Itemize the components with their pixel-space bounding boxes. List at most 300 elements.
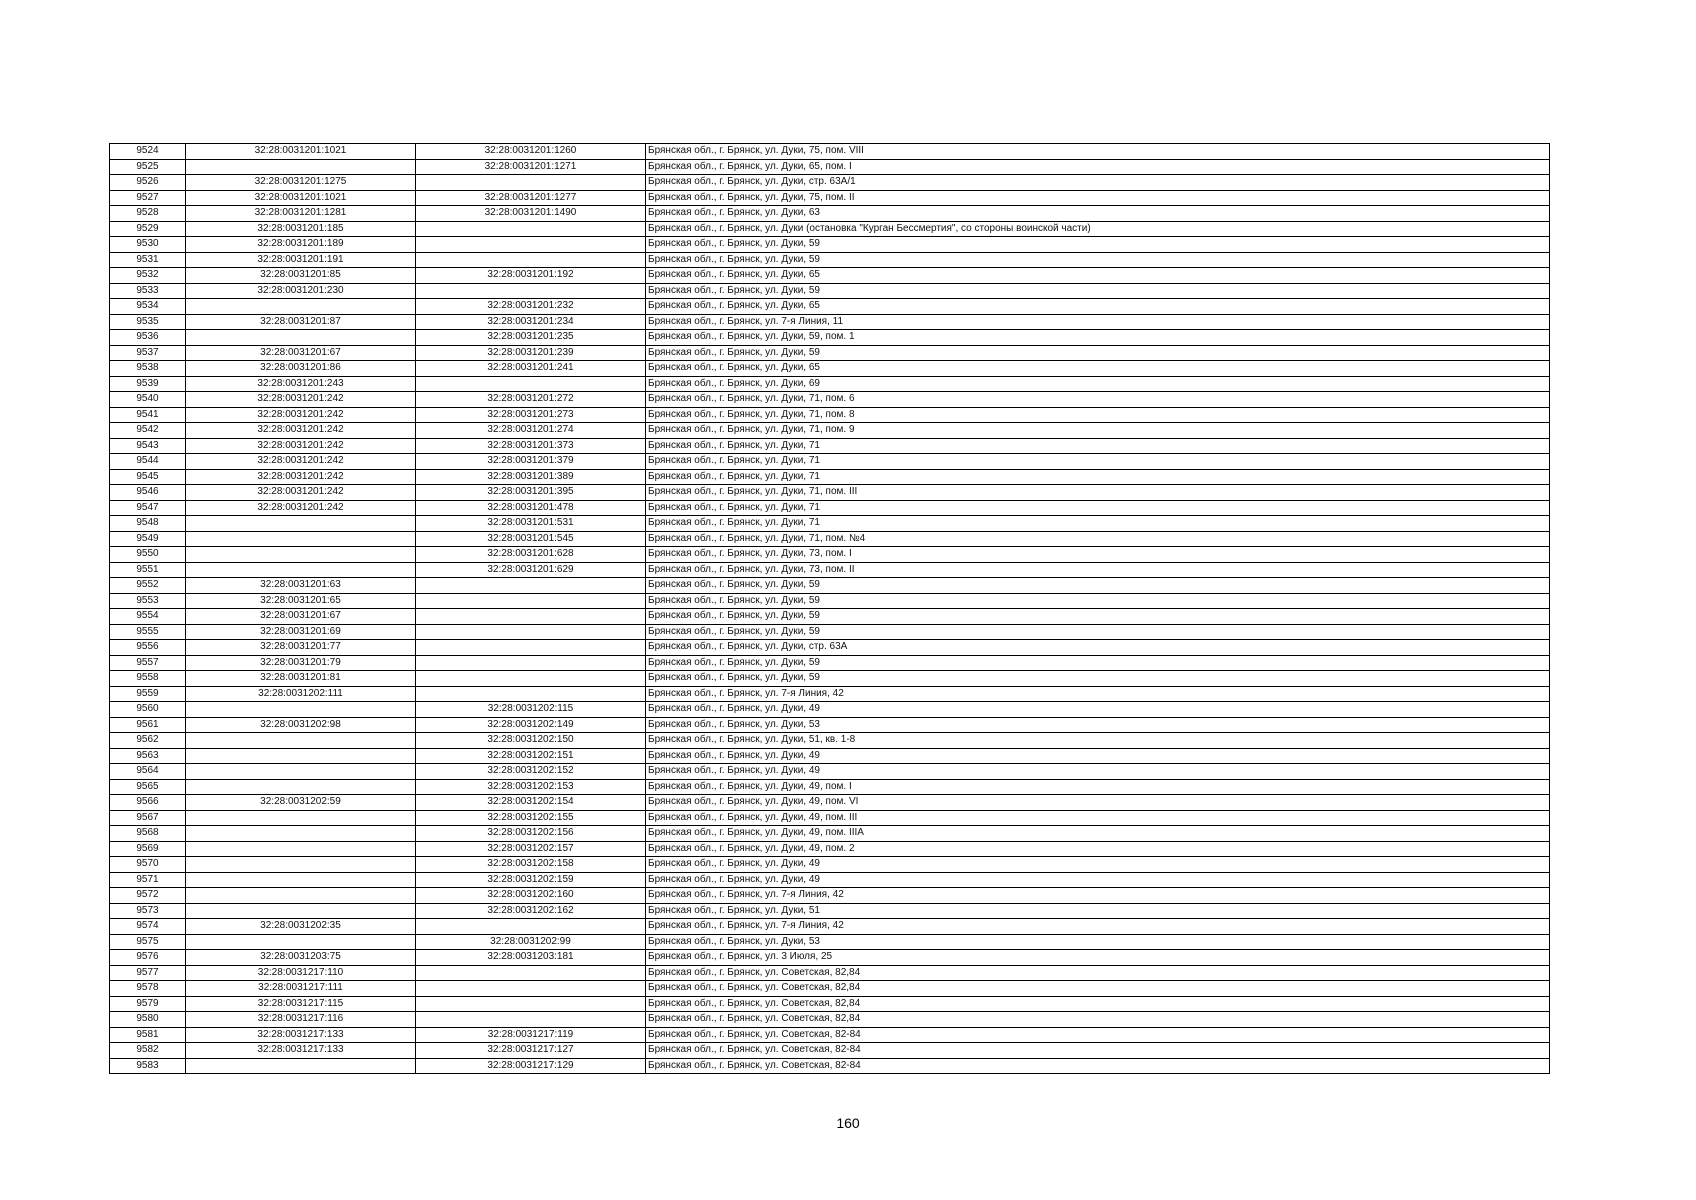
cadastral-number-cell: 32:28:0031202:157 (416, 841, 646, 857)
cadastral-number-cell (416, 237, 646, 253)
row-number-cell: 9576 (110, 950, 186, 966)
parent-cadastral-number-cell: 32:28:0031201:242 (186, 500, 416, 516)
row-number-cell: 9537 (110, 345, 186, 361)
table-row (110, 330, 1550, 346)
address-cell: Брянская обл., г. Брянск, ул. Дуки, 65 (646, 268, 1550, 284)
cadastral-number-cell: 32:28:0031201:389 (416, 469, 646, 485)
address-cell: Брянская обл., г. Брянск, ул. Дуки, 71, пом. 9 (646, 423, 1550, 439)
table-row (110, 1027, 1550, 1043)
parent-cadastral-number-cell (186, 810, 416, 826)
parent-cadastral-number-cell: 32:28:0031201:242 (186, 423, 416, 439)
parent-cadastral-number-cell: 32:28:0031201:189 (186, 237, 416, 253)
table-row (110, 345, 1550, 361)
parent-cadastral-number-cell: 32:28:0031201:242 (186, 454, 416, 470)
row-number-cell: 9524 (110, 144, 186, 160)
cadastral-number-cell: 32:28:0031201:545 (416, 531, 646, 547)
row-number-cell: 9574 (110, 919, 186, 935)
address-cell: Брянская обл., г. Брянск, ул. Дуки, 49 (646, 857, 1550, 873)
cadastral-number-cell: 32:28:0031201:192 (416, 268, 646, 284)
parent-cadastral-number-cell: 32:28:0031202:59 (186, 795, 416, 811)
parent-cadastral-number-cell: 32:28:0031201:185 (186, 221, 416, 237)
cadastral-number-cell: 32:28:0031201:531 (416, 516, 646, 532)
parent-cadastral-number-cell: 32:28:0031201:242 (186, 407, 416, 423)
row-number-cell: 9559 (110, 686, 186, 702)
row-number-cell: 9546 (110, 485, 186, 501)
row-number-cell: 9558 (110, 671, 186, 687)
parent-cadastral-number-cell: 32:28:0031201:67 (186, 609, 416, 625)
row-number-cell: 9554 (110, 609, 186, 625)
cadastral-number-cell (416, 252, 646, 268)
cadastral-number-cell (416, 981, 646, 997)
parent-cadastral-number-cell (186, 547, 416, 563)
table-row (110, 547, 1550, 563)
table-row (110, 268, 1550, 284)
table-row (110, 1012, 1550, 1028)
cadastral-number-cell: 32:28:0031201:373 (416, 438, 646, 454)
cadastral-number-cell: 32:28:0031202:152 (416, 764, 646, 780)
cadastral-number-cell: 32:28:0031202:99 (416, 934, 646, 950)
table-row (110, 485, 1550, 501)
address-cell: Брянская обл., г. Брянск, ул. Дуки (остановка "Курган Бессмертия", со стороны воинской части) (646, 221, 1550, 237)
cadastral-number-cell: 32:28:0031202:153 (416, 779, 646, 795)
address-cell: Брянская обл., г. Брянск, ул. 7-я Линия, 11 (646, 314, 1550, 330)
parent-cadastral-number-cell: 32:28:0031201:67 (186, 345, 416, 361)
address-cell: Брянская обл., г. Брянск, ул. Дуки, 53 (646, 934, 1550, 950)
parent-cadastral-number-cell (186, 779, 416, 795)
address-cell: Брянская обл., г. Брянск, ул. Дуки, 59 (646, 237, 1550, 253)
cadastral-number-cell (416, 578, 646, 594)
row-number-cell: 9553 (110, 593, 186, 609)
table-row (110, 237, 1550, 253)
table-row (110, 299, 1550, 315)
parent-cadastral-number-cell (186, 841, 416, 857)
row-number-cell: 9536 (110, 330, 186, 346)
row-number-cell: 9526 (110, 175, 186, 191)
address-cell: Брянская обл., г. Брянск, ул. Дуки, 65 (646, 361, 1550, 377)
parent-cadastral-number-cell (186, 748, 416, 764)
table-row (110, 655, 1550, 671)
table-row (110, 934, 1550, 950)
page-number: 160 (836, 1115, 860, 1131)
address-cell: Брянская обл., г. Брянск, ул. Дуки, 49, пом. III (646, 810, 1550, 826)
parent-cadastral-number-cell (186, 826, 416, 842)
table-row (110, 872, 1550, 888)
address-cell: Брянская обл., г. Брянск, ул. Дуки, 71 (646, 469, 1550, 485)
cadastral-number-cell: 32:28:0031201:395 (416, 485, 646, 501)
table-row (110, 717, 1550, 733)
row-number-cell: 9547 (110, 500, 186, 516)
table-row (110, 965, 1550, 981)
address-cell: Брянская обл., г. Брянск, ул. Дуки, 59 (646, 593, 1550, 609)
row-number-cell: 9538 (110, 361, 186, 377)
row-number-cell: 9569 (110, 841, 186, 857)
address-cell: Брянская обл., г. Брянск, ул. Дуки, 59 (646, 345, 1550, 361)
parent-cadastral-number-cell: 32:28:0031201:1021 (186, 190, 416, 206)
row-number-cell: 9566 (110, 795, 186, 811)
cadastral-number-cell: 32:28:0031201:272 (416, 392, 646, 408)
address-cell: Брянская обл., г. Брянск, ул. Дуки, 73, пом. I (646, 547, 1550, 563)
address-cell: Брянская обл., г. Брянск, ул. Дуки, 59 (646, 671, 1550, 687)
address-cell: Брянская обл., г. Брянск, ул. Советская, 82,84 (646, 981, 1550, 997)
address-cell: Брянская обл., г. Брянск, ул. Дуки, 73, пом. II (646, 562, 1550, 578)
table-row (110, 144, 1550, 160)
parent-cadastral-number-cell: 32:28:0031201:81 (186, 671, 416, 687)
address-cell: Брянская обл., г. Брянск, ул. Дуки, 59 (646, 252, 1550, 268)
cadastral-number-cell: 32:28:0031201:241 (416, 361, 646, 377)
address-cell: Брянская обл., г. Брянск, ул. Дуки, 49, пом. VI (646, 795, 1550, 811)
row-number-cell: 9568 (110, 826, 186, 842)
table-row (110, 981, 1550, 997)
registry-table (109, 143, 1550, 1074)
row-number-cell: 9542 (110, 423, 186, 439)
table-row (110, 516, 1550, 532)
table-row (110, 748, 1550, 764)
table-row (110, 888, 1550, 904)
row-number-cell: 9572 (110, 888, 186, 904)
parent-cadastral-number-cell (186, 299, 416, 315)
parent-cadastral-number-cell: 32:28:0031202:111 (186, 686, 416, 702)
cadastral-number-cell (416, 376, 646, 392)
cadastral-number-cell (416, 655, 646, 671)
cadastral-number-cell: 32:28:0031201:232 (416, 299, 646, 315)
table-row (110, 826, 1550, 842)
table-row (110, 795, 1550, 811)
table-row (110, 438, 1550, 454)
parent-cadastral-number-cell: 32:28:0031201:63 (186, 578, 416, 594)
table-row (110, 671, 1550, 687)
cadastral-number-cell: 32:28:0031201:273 (416, 407, 646, 423)
table-row (110, 1058, 1550, 1074)
row-number-cell: 9528 (110, 206, 186, 222)
row-number-cell: 9562 (110, 733, 186, 749)
address-cell: Брянская обл., г. Брянск, ул. Дуки, 59 (646, 609, 1550, 625)
table-row (110, 283, 1550, 299)
row-number-cell: 9549 (110, 531, 186, 547)
row-number-cell: 9571 (110, 872, 186, 888)
parent-cadastral-number-cell: 32:28:0031201:242 (186, 469, 416, 485)
cadastral-number-cell: 32:28:0031217:119 (416, 1027, 646, 1043)
address-cell: Брянская обл., г. Брянск, ул. Советская, 82,84 (646, 965, 1550, 981)
parent-cadastral-number-cell (186, 159, 416, 175)
table-row (110, 903, 1550, 919)
parent-cadastral-number-cell: 32:28:0031201:242 (186, 438, 416, 454)
cadastral-number-cell (416, 640, 646, 656)
cadastral-number-cell (416, 1012, 646, 1028)
cadastral-number-cell: 32:28:0031201:628 (416, 547, 646, 563)
row-number-cell: 9529 (110, 221, 186, 237)
table-row (110, 206, 1550, 222)
address-cell: Брянская обл., г. Брянск, ул. Дуки, 49 (646, 702, 1550, 718)
table-row (110, 531, 1550, 547)
row-number-cell: 9564 (110, 764, 186, 780)
cadastral-number-cell: 32:28:0031202:151 (416, 748, 646, 764)
address-cell: Брянская обл., г. Брянск, ул. 7-я Линия, 42 (646, 919, 1550, 935)
parent-cadastral-number-cell (186, 562, 416, 578)
address-cell: Брянская обл., г. Брянск, ул. Дуки, 59, пом. 1 (646, 330, 1550, 346)
parent-cadastral-number-cell (186, 764, 416, 780)
parent-cadastral-number-cell: 32:28:0031203:75 (186, 950, 416, 966)
cadastral-number-cell: 32:28:0031201:1271 (416, 159, 646, 175)
parent-cadastral-number-cell (186, 1058, 416, 1074)
row-number-cell: 9561 (110, 717, 186, 733)
table-row (110, 562, 1550, 578)
address-cell: Брянская обл., г. Брянск, ул. Дуки, 75, пом. II (646, 190, 1550, 206)
cadastral-number-cell: 32:28:0031202:160 (416, 888, 646, 904)
row-number-cell: 9525 (110, 159, 186, 175)
address-cell: Брянская обл., г. Брянск, ул. Советская, 82,84 (646, 1012, 1550, 1028)
cadastral-number-cell: 32:28:0031202:149 (416, 717, 646, 733)
table-row (110, 361, 1550, 377)
row-number-cell: 9527 (110, 190, 186, 206)
table-row (110, 733, 1550, 749)
table-row (110, 841, 1550, 857)
address-cell: Брянская обл., г. Брянск, ул. Советская, 82-84 (646, 1043, 1550, 1059)
parent-cadastral-number-cell: 32:28:0031201:1021 (186, 144, 416, 160)
row-number-cell: 9563 (110, 748, 186, 764)
table-row (110, 779, 1550, 795)
registry-table-body (110, 144, 1550, 1074)
row-number-cell: 9575 (110, 934, 186, 950)
row-number-cell: 9530 (110, 237, 186, 253)
row-number-cell: 9565 (110, 779, 186, 795)
address-cell: Брянская обл., г. Брянск, ул. Дуки, стр. 63А/1 (646, 175, 1550, 191)
address-cell: Брянская обл., г. Брянск, ул. Дуки, стр. 63А (646, 640, 1550, 656)
row-number-cell: 9579 (110, 996, 186, 1012)
table-row (110, 376, 1550, 392)
address-cell: Брянская обл., г. Брянск, ул. Дуки, 49, пом. 2 (646, 841, 1550, 857)
address-cell: Брянская обл., г. Брянск, ул. Дуки, 63 (646, 206, 1550, 222)
row-number-cell: 9583 (110, 1058, 186, 1074)
parent-cadastral-number-cell: 32:28:0031217:110 (186, 965, 416, 981)
cadastral-number-cell: 32:28:0031201:629 (416, 562, 646, 578)
cadastral-number-cell (416, 671, 646, 687)
parent-cadastral-number-cell: 32:28:0031202:35 (186, 919, 416, 935)
parent-cadastral-number-cell: 32:28:0031201:230 (186, 283, 416, 299)
cadastral-number-cell: 32:28:0031202:115 (416, 702, 646, 718)
cadastral-number-cell: 32:28:0031217:127 (416, 1043, 646, 1059)
row-number-cell: 9573 (110, 903, 186, 919)
cadastral-number-cell: 32:28:0031203:181 (416, 950, 646, 966)
address-cell: Брянская обл., г. Брянск, ул. 7-я Линия, 42 (646, 888, 1550, 904)
row-number-cell: 9578 (110, 981, 186, 997)
table-row (110, 175, 1550, 191)
cadastral-number-cell (416, 996, 646, 1012)
row-number-cell: 9560 (110, 702, 186, 718)
cadastral-number-cell: 32:28:0031217:129 (416, 1058, 646, 1074)
cadastral-number-cell: 32:28:0031201:379 (416, 454, 646, 470)
cadastral-number-cell: 32:28:0031201:1277 (416, 190, 646, 206)
parent-cadastral-number-cell (186, 934, 416, 950)
parent-cadastral-number-cell: 32:28:0031217:115 (186, 996, 416, 1012)
address-cell: Брянская обл., г. Брянск, ул. Дуки, 51, кв. 1-8 (646, 733, 1550, 749)
parent-cadastral-number-cell: 32:28:0031201:86 (186, 361, 416, 377)
table-row (110, 407, 1550, 423)
row-number-cell: 9581 (110, 1027, 186, 1043)
cadastral-number-cell: 32:28:0031202:155 (416, 810, 646, 826)
parent-cadastral-number-cell (186, 330, 416, 346)
address-cell: Брянская обл., г. Брянск, ул. Дуки, 49, пом. IIIА (646, 826, 1550, 842)
table-row (110, 950, 1550, 966)
cadastral-number-cell: 32:28:0031202:154 (416, 795, 646, 811)
row-number-cell: 9556 (110, 640, 186, 656)
cadastral-number-cell: 32:28:0031201:1260 (416, 144, 646, 160)
address-cell: Брянская обл., г. Брянск, ул. Дуки, 49 (646, 764, 1550, 780)
cadastral-number-cell (416, 965, 646, 981)
cadastral-number-cell (416, 686, 646, 702)
parent-cadastral-number-cell (186, 857, 416, 873)
row-number-cell: 9545 (110, 469, 186, 485)
cadastral-number-cell (416, 609, 646, 625)
parent-cadastral-number-cell: 32:28:0031201:191 (186, 252, 416, 268)
row-number-cell: 9544 (110, 454, 186, 470)
cadastral-number-cell: 32:28:0031201:478 (416, 500, 646, 516)
table-row (110, 609, 1550, 625)
parent-cadastral-number-cell: 32:28:0031201:79 (186, 655, 416, 671)
address-cell: Брянская обл., г. Брянск, ул. 3 Июля, 25 (646, 950, 1550, 966)
table-row (110, 423, 1550, 439)
parent-cadastral-number-cell: 32:28:0031201:87 (186, 314, 416, 330)
table-row (110, 764, 1550, 780)
address-cell: Брянская обл., г. Брянск, ул. Дуки, 71 (646, 500, 1550, 516)
parent-cadastral-number-cell: 32:28:0031217:133 (186, 1043, 416, 1059)
cadastral-number-cell: 32:28:0031202:159 (416, 872, 646, 888)
parent-cadastral-number-cell (186, 531, 416, 547)
cadastral-number-cell: 32:28:0031201:1490 (416, 206, 646, 222)
row-number-cell: 9543 (110, 438, 186, 454)
address-cell: Брянская обл., г. Брянск, ул. Дуки, 71 (646, 454, 1550, 470)
address-cell: Брянская обл., г. Брянск, ул. Дуки, 71 (646, 438, 1550, 454)
table-row (110, 392, 1550, 408)
parent-cadastral-number-cell: 32:28:0031201:243 (186, 376, 416, 392)
address-cell: Брянская обл., г. Брянск, ул. Дуки, 49, пом. I (646, 779, 1550, 795)
table-row (110, 159, 1550, 175)
cadastral-number-cell: 32:28:0031201:274 (416, 423, 646, 439)
address-cell: Брянская обл., г. Брянск, ул. Дуки, 49 (646, 872, 1550, 888)
address-cell: Брянская обл., г. Брянск, ул. 7-я Линия, 42 (646, 686, 1550, 702)
cadastral-number-cell: 32:28:0031202:150 (416, 733, 646, 749)
address-cell: Брянская обл., г. Брянск, ул. Дуки, 69 (646, 376, 1550, 392)
cadastral-number-cell: 32:28:0031202:156 (416, 826, 646, 842)
row-number-cell: 9551 (110, 562, 186, 578)
parent-cadastral-number-cell (186, 888, 416, 904)
cadastral-number-cell: 32:28:0031201:235 (416, 330, 646, 346)
address-cell: Брянская обл., г. Брянск, ул. Советская, 82-84 (646, 1027, 1550, 1043)
row-number-cell: 9557 (110, 655, 186, 671)
row-number-cell: 9550 (110, 547, 186, 563)
parent-cadastral-number-cell (186, 702, 416, 718)
address-cell: Брянская обл., г. Брянск, ул. Советская, 82-84 (646, 1058, 1550, 1074)
table-row (110, 702, 1550, 718)
address-cell: Брянская обл., г. Брянск, ул. Советская, 82,84 (646, 996, 1550, 1012)
table-row (110, 593, 1550, 609)
table-row (110, 252, 1550, 268)
row-number-cell: 9540 (110, 392, 186, 408)
address-cell: Брянская обл., г. Брянск, ул. Дуки, 71, пом. III (646, 485, 1550, 501)
address-cell: Брянская обл., г. Брянск, ул. Дуки, 59 (646, 578, 1550, 594)
row-number-cell: 9532 (110, 268, 186, 284)
row-number-cell: 9531 (110, 252, 186, 268)
parent-cadastral-number-cell: 32:28:0031201:242 (186, 485, 416, 501)
parent-cadastral-number-cell: 32:28:0031201:69 (186, 624, 416, 640)
table-row (110, 1043, 1550, 1059)
cadastral-number-cell (416, 221, 646, 237)
parent-cadastral-number-cell: 32:28:0031217:116 (186, 1012, 416, 1028)
address-cell: Брянская обл., г. Брянск, ул. Дуки, 59 (646, 624, 1550, 640)
cadastral-number-cell: 32:28:0031202:158 (416, 857, 646, 873)
address-cell: Брянская обл., г. Брянск, ул. Дуки, 71, пом. 8 (646, 407, 1550, 423)
cadastral-number-cell: 32:28:0031202:162 (416, 903, 646, 919)
table-row (110, 996, 1550, 1012)
address-cell: Брянская обл., г. Брянск, ул. Дуки, 71, пом. №4 (646, 531, 1550, 547)
row-number-cell: 9580 (110, 1012, 186, 1028)
table-row (110, 624, 1550, 640)
row-number-cell: 9533 (110, 283, 186, 299)
address-cell: Брянская обл., г. Брянск, ул. Дуки, 75, пом. VIII (646, 144, 1550, 160)
row-number-cell: 9567 (110, 810, 186, 826)
table-row (110, 454, 1550, 470)
address-cell: Брянская обл., г. Брянск, ул. Дуки, 71, пом. 6 (646, 392, 1550, 408)
parent-cadastral-number-cell: 32:28:0031202:98 (186, 717, 416, 733)
row-number-cell: 9541 (110, 407, 186, 423)
parent-cadastral-number-cell: 32:28:0031217:111 (186, 981, 416, 997)
parent-cadastral-number-cell (186, 733, 416, 749)
table-row (110, 919, 1550, 935)
address-cell: Брянская обл., г. Брянск, ул. Дуки, 71 (646, 516, 1550, 532)
row-number-cell: 9582 (110, 1043, 186, 1059)
table-row (110, 857, 1550, 873)
address-cell: Брянская обл., г. Брянск, ул. Дуки, 51 (646, 903, 1550, 919)
cadastral-number-cell: 32:28:0031201:234 (416, 314, 646, 330)
parent-cadastral-number-cell: 32:28:0031201:242 (186, 392, 416, 408)
row-number-cell: 9548 (110, 516, 186, 532)
table-row (110, 686, 1550, 702)
row-number-cell: 9570 (110, 857, 186, 873)
row-number-cell: 9539 (110, 376, 186, 392)
table-row (110, 500, 1550, 516)
parent-cadastral-number-cell (186, 516, 416, 532)
parent-cadastral-number-cell (186, 903, 416, 919)
parent-cadastral-number-cell: 32:28:0031201:1275 (186, 175, 416, 191)
parent-cadastral-number-cell (186, 872, 416, 888)
row-number-cell: 9535 (110, 314, 186, 330)
parent-cadastral-number-cell: 32:28:0031201:1281 (186, 206, 416, 222)
address-cell: Брянская обл., г. Брянск, ул. Дуки, 53 (646, 717, 1550, 733)
address-cell: Брянская обл., г. Брянск, ул. Дуки, 65, пом. I (646, 159, 1550, 175)
address-cell: Брянская обл., г. Брянск, ул. Дуки, 49 (646, 748, 1550, 764)
address-cell: Брянская обл., г. Брянск, ул. Дуки, 65 (646, 299, 1550, 315)
parent-cadastral-number-cell: 32:28:0031201:65 (186, 593, 416, 609)
cadastral-number-cell (416, 919, 646, 935)
table-row (110, 578, 1550, 594)
cadastral-number-cell (416, 175, 646, 191)
address-cell: Брянская обл., г. Брянск, ул. Дуки, 59 (646, 283, 1550, 299)
address-cell: Брянская обл., г. Брянск, ул. Дуки, 59 (646, 655, 1550, 671)
cadastral-number-cell: 32:28:0031201:239 (416, 345, 646, 361)
table-row (110, 469, 1550, 485)
row-number-cell: 9534 (110, 299, 186, 315)
cadastral-number-cell (416, 593, 646, 609)
table-row (110, 221, 1550, 237)
cadastral-number-cell (416, 283, 646, 299)
table-row (110, 314, 1550, 330)
parent-cadastral-number-cell: 32:28:0031201:85 (186, 268, 416, 284)
row-number-cell: 9552 (110, 578, 186, 594)
parent-cadastral-number-cell: 32:28:0031201:77 (186, 640, 416, 656)
row-number-cell: 9555 (110, 624, 186, 640)
cadastral-number-cell (416, 624, 646, 640)
table-row (110, 810, 1550, 826)
table-row (110, 190, 1550, 206)
